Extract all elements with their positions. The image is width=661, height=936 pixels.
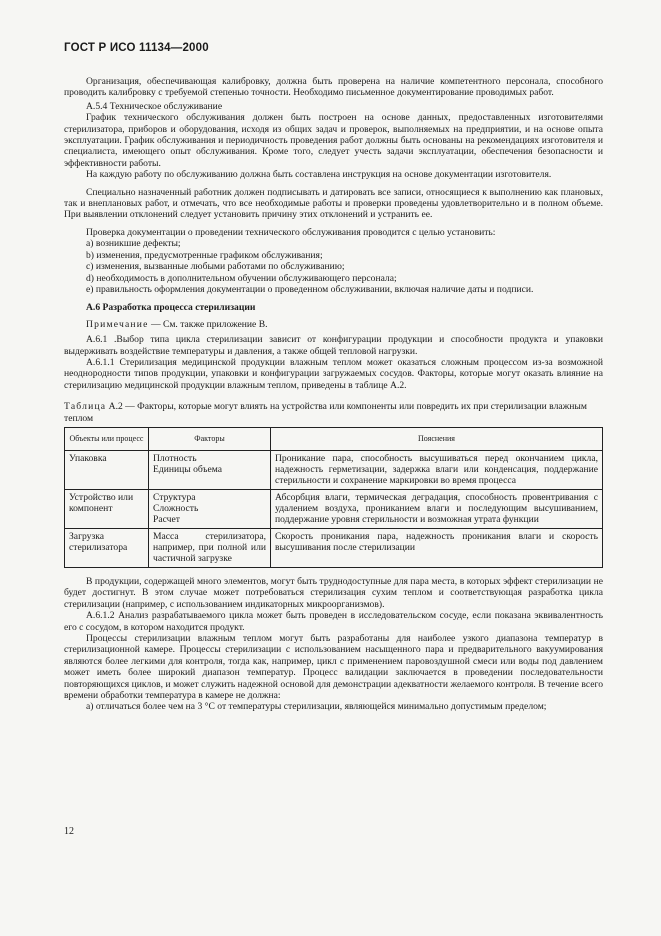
object-cell: Загрузка стерилизатора	[65, 528, 149, 567]
item-a-paragraph: а) отличаться более чем на 3 °С от температуры стерилизации, являющейся минимально допустимым пределом;	[86, 701, 547, 713]
table-row	[65, 450, 603, 489]
column-header: Объекты или процесс	[65, 427, 149, 450]
docs-intro-paragraph: Проверка документации о проведении технического обслуживания проводится с целью установить:	[86, 226, 496, 238]
factor-item: Структура	[153, 491, 196, 503]
explanation-cell: Проникание пара, способность высушиваться перед окончанием цикла, надежность герметизации, задержка влаги или конденсация, поддержание стерильности и сохранение маркировки во время процесса	[271, 450, 603, 489]
schedule-paragraph: График технического обслуживания должен быть построен на основе данных, предоставленных изготовителями стерилизатора, приборов и оборудования, исходя из общих задач и проверок, выполняемых на предприятии, и на основе опыта эксплуатации. График обслуживания и периодичность проведения работ должны быть основаны на рекомендациях изготовителя и специалиста, имеющего опыт обслуживания. Кроме того, следует учесть задачи эксплуатации, обеспечения безопасности и эффективности работы.	[64, 112, 603, 169]
list-item: b) изменения, предусмотренные графиком обслуживания;	[86, 249, 323, 261]
factors-cell	[149, 450, 271, 489]
section-a54-title: А.5.4 Техническое обслуживание	[86, 100, 223, 112]
a612-paragraph: А.6.1.2 Анализ разрабатываемого цикла может быть проведен в исследовательском сосуде, если показана эквивалентность его с сосудом, в котором находится продукт.	[64, 610, 603, 633]
object-cell: Упаковка	[65, 450, 149, 489]
list-item: c) изменения, вызванные любыми работами по обслуживанию;	[86, 261, 345, 273]
factor-item: Плотность	[153, 452, 197, 464]
instruction-paragraph: На каждую работу по обслуживанию должна быть составлена инструкция на основе документации изготовителя.	[86, 169, 552, 181]
column-header: Пояснения	[271, 427, 603, 450]
note-text: — См. также приложение В.	[148, 318, 268, 330]
object-cell: Устройство или компонент	[65, 489, 149, 528]
list-item: a) возникшие дефекты;	[86, 238, 181, 250]
table-header-row	[65, 427, 603, 450]
column-header: Факторы	[149, 427, 271, 450]
table-caption-text: А.2 — Факторы, которые могут влиять на устройства или компоненты или повредить их при стерилизации влажным теплом	[64, 401, 587, 424]
processes-paragraph: Процессы стерилизации влажным теплом могут быть разработаны для наиболее узкого диапазона температур в стерилизационной камере. Процессы стерилизации с использованием насыщенного пара и предварительного вакуумирования являются более легкими для контроля, тогда как, например, цикл с применением паровоздушной смеси или воды под давлением может иметь более широкий диапазон температур. Процесс валидации заключается в проведении последовательности повторяющихся циклов, и может служить надежной основой для демонстрации адекватности желаемого контроля. В течение всего времени обработки температура в камере не должна:	[64, 633, 603, 702]
section-a6-title: А.6 Разработка процесса стерилизации	[86, 302, 256, 314]
factor-item: Сложность	[153, 502, 199, 514]
factor-item: Единицы объема	[153, 463, 223, 475]
table-caption	[64, 401, 603, 424]
worker-paragraph: Специально назначенный работник должен подписывать и датировать все записи, относящиеся к выполнению как плановых, так и внеплановых работ, и отмечать, что все необходимые работы и проверки проведены удовлетворительно и в полном объеме. При выявлении отклонений следует установить причину этих отклонений и устранить ее.	[64, 186, 603, 221]
factor-item: Расчет	[153, 513, 180, 525]
document-header: ГОСТ Р ИСО 11134—2000	[64, 42, 209, 54]
a611-paragraph: А.6.1.1 Стерилизация медицинской продукции влажным теплом может оказаться сложным процессом из-за возможной неоднородности типов продукции, упаковки и конфигурации загружаемых сосудов. Факторы, которые могут оказать влияние на стерилизацию медицинской продукции влажным теплом, приведены в таблице А.2.	[64, 356, 603, 391]
page-number: 12	[64, 826, 74, 837]
table-row	[65, 528, 603, 567]
explanation-cell: Скорость проникания пара, надежность проникания влаги и скорость высушивания после стерилизации	[271, 528, 603, 567]
table-label: Таблица	[64, 401, 107, 413]
note	[64, 319, 603, 330]
calibration-paragraph: Организация, обеспечивающая калибровку, должна быть проверена на наличие компетентного персонала, способного проводить калибровку с требуемой степенью точности. Необходимо письменное документирование проводимых работ.	[64, 76, 603, 99]
factors-table	[64, 427, 603, 568]
factors-cell: Масса стерилизатора, например, при полной или частичной загрузке	[149, 528, 271, 567]
explanation-cell: Абсорбция влаги, термическая деградация, способность провентривания с удалением воздуха, прониканием влаги и последующим высушиванием, поддержание уровня стерильности и возможная утрата функции	[271, 489, 603, 528]
table-row	[65, 489, 603, 528]
note-label: Примечание	[86, 318, 149, 330]
products-paragraph: В продукции, содержащей много элементов, могут быть труднодоступные для пара места, в которых эффект стерилизации не будет достигнут. В этом случае может потребоваться стерилизация сухим теплом и соответствующая разработка цикла стерилизации (например, с использованием индикаторных микроорганизмов).	[64, 575, 603, 610]
list-item: d) необходимость в дополнительном обучении обслуживающего персонала;	[86, 272, 397, 284]
list-item: e) правильность оформления документации о проведенном обслуживании, включая наличие даты и подписи.	[86, 283, 534, 295]
factors-cell	[149, 489, 271, 528]
a61-paragraph: А.6.1 .Выбор типа цикла стерилизации зависит от конфигурации продукции и способности продукта и упаковки выдерживать воздействие температуры и давления, а также общей тепловой нагрузки.	[64, 334, 603, 357]
